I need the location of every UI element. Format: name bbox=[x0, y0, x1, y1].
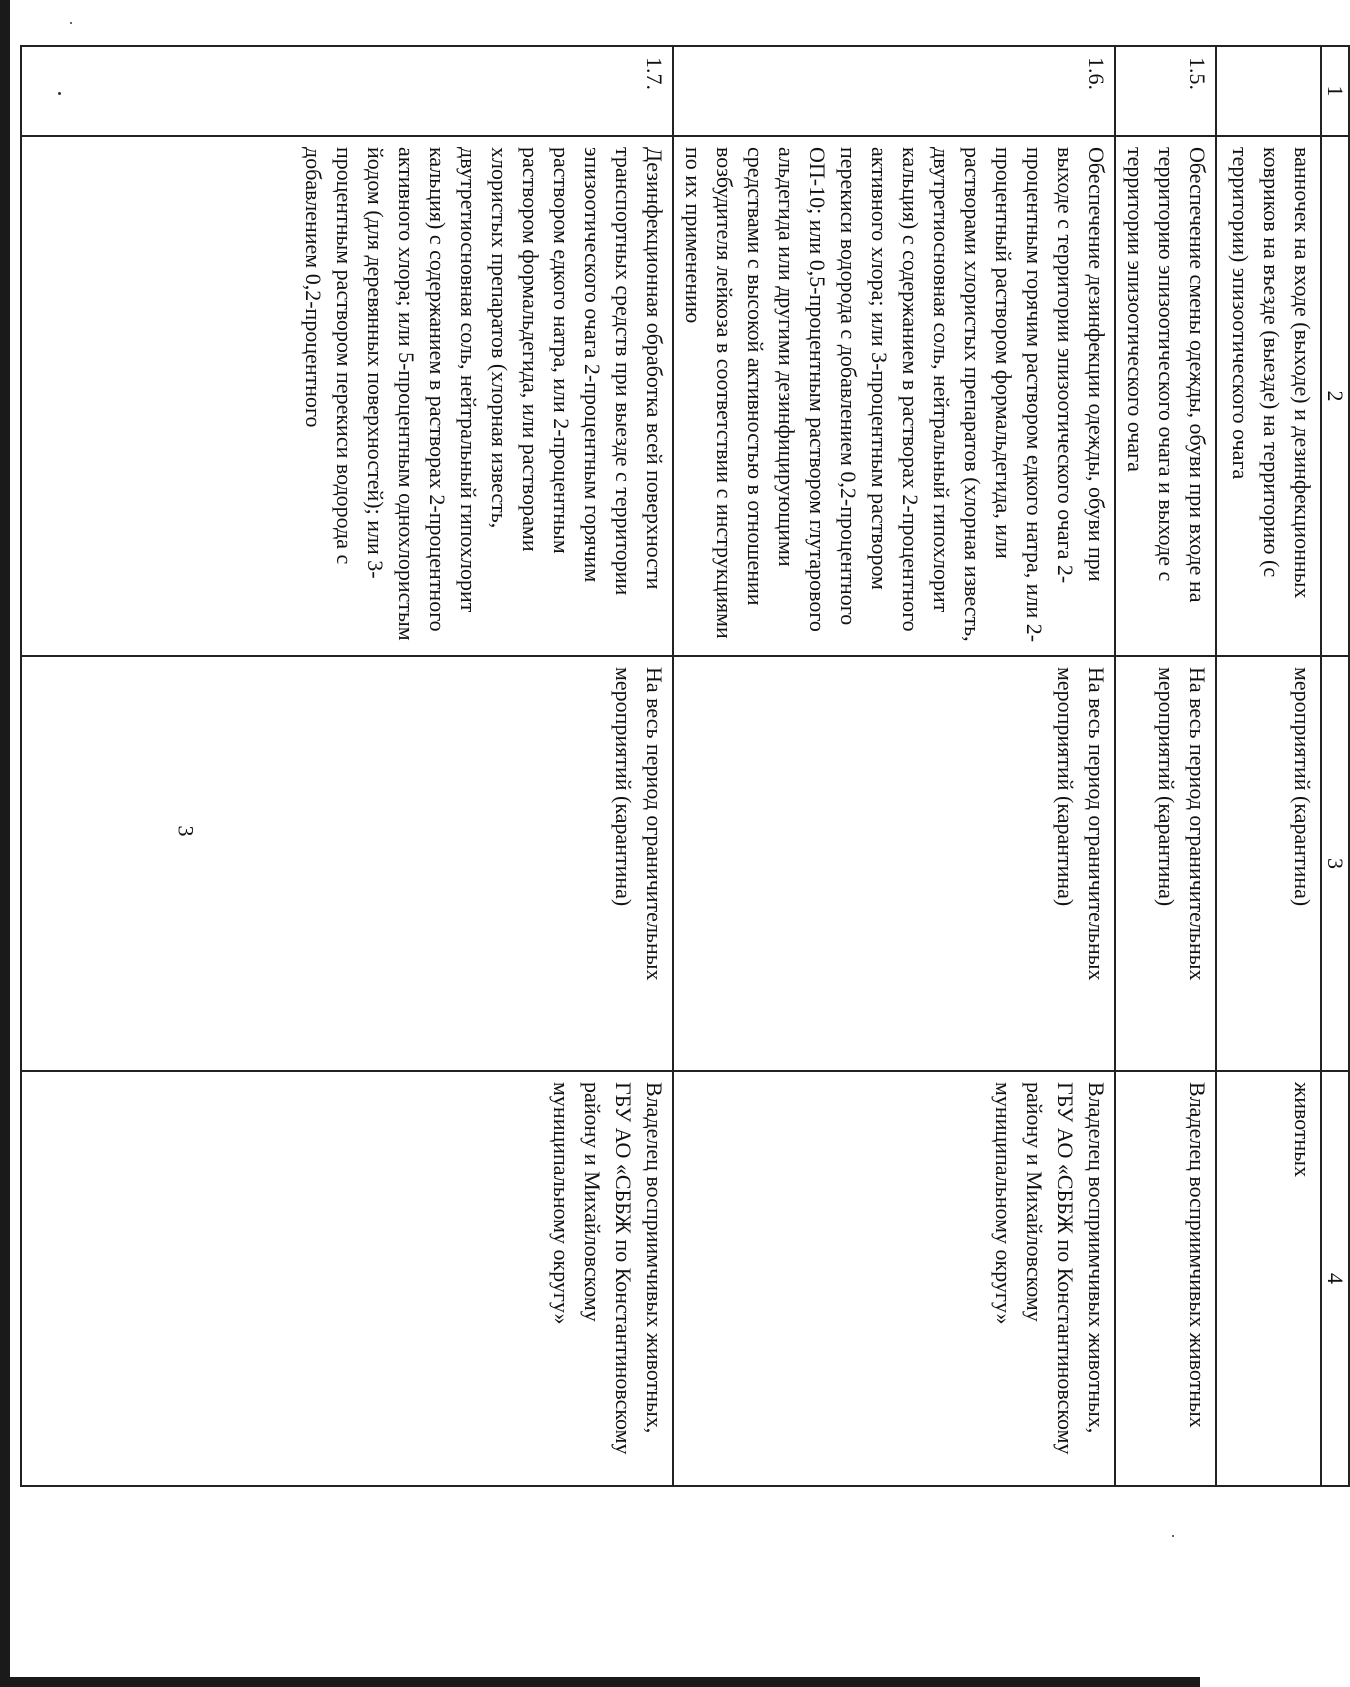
table-row bbox=[21, 46, 673, 1486]
rotated-table-container bbox=[20, 45, 1350, 1485]
header-col-2: 2 bbox=[1321, 136, 1349, 656]
table-row bbox=[673, 46, 1115, 1486]
scan-speck bbox=[1172, 1535, 1174, 1537]
header-col-1: 1 bbox=[1321, 46, 1349, 136]
measures-table bbox=[20, 45, 1350, 1487]
scan-edge-bottom bbox=[0, 1677, 1200, 1687]
responsible-cell: животных bbox=[1216, 1071, 1321, 1486]
table-row bbox=[1115, 46, 1216, 1486]
header-col-3: 3 bbox=[1321, 656, 1349, 1071]
period-cell: На весь период ограничительных мероприятий (карантина) bbox=[1115, 656, 1216, 1071]
period-cell: На весь период ограничительных мероприятий (карантина) bbox=[21, 656, 673, 1071]
row-number: 1.5. bbox=[1115, 46, 1216, 136]
responsible-cell: Владелец восприимчивых животных, ГБУ АО «СББЖ по Константиновскому району и Михайловскому муниципальному округу» bbox=[21, 1071, 673, 1486]
table-row bbox=[1216, 46, 1321, 1486]
responsible-cell: Владелец восприимчивых животных, ГБУ АО «СББЖ по Константиновскому району и Михайловскому муниципальному округу» bbox=[673, 1071, 1115, 1486]
row-number: 1.6. bbox=[673, 46, 1115, 136]
page-number: 3 bbox=[173, 825, 199, 837]
period-cell: мероприятий (карантина) bbox=[1216, 656, 1321, 1071]
scan-edge-left bbox=[0, 0, 10, 1687]
period-cell: На весь период ограничительных мероприятий (карантина) bbox=[673, 656, 1115, 1071]
measure-cell: ванночек на входе (выходе) и дезинфекционных ковриков на въезде (выезде) на территорию (с территории) эпизоотического очага bbox=[1216, 136, 1321, 656]
scan-speck bbox=[70, 22, 72, 24]
table-header-row bbox=[1321, 46, 1349, 1486]
row-number bbox=[1216, 46, 1321, 136]
measure-cell: Обеспечение смены одежды, обуви при входе на территорию эпизоотического очага и выходе с территории эпизоотического очага bbox=[1115, 136, 1216, 656]
measure-cell: Дезинфекционная обработка всей поверхности транспортных средств при выезде с территории эпизоотического очага 2-процентным горячим раствором едкого натра, или 2-процентным раствором формальдегида, или растворами хлористых препаратов (хлорная известь, двутретиосновная соль, нейтральный гипохлорит кальция) с содержанием в растворах 2-процентного активного хлора; или 5-процентным однохлористым йодом (для деревянных поверхностей); или 3-процентным раствором перекиси водорода с добавлением 0,2-процентного bbox=[21, 136, 673, 656]
responsible-cell: Владелец восприимчивых животных bbox=[1115, 1071, 1216, 1486]
header-col-4: 4 bbox=[1321, 1071, 1349, 1486]
row-number: 1.7. bbox=[21, 46, 673, 136]
measure-cell: Обеспечение дезинфекции одежды, обуви при выходе с территории эпизоотического очага 2-процентным горячим раствором едкого натра, или 2-процентный раствором формальдегида, или растворами хлористых препаратов (хлорная известь, двутретиосновная соль, нейтральный гипохлорит кальция) с содержанием в растворах 2-процентного активного хлора; или 3-процентным раствором перекиси водорода с добавлением 0,2-процентного ОП-10; или 0,5-процентным раствором глутарового альдегида или другими дезинфицирующими средствами с высокой активностью в отношении возбудителя лейкоза в соответствии с инструкциями по их применению bbox=[673, 136, 1115, 656]
